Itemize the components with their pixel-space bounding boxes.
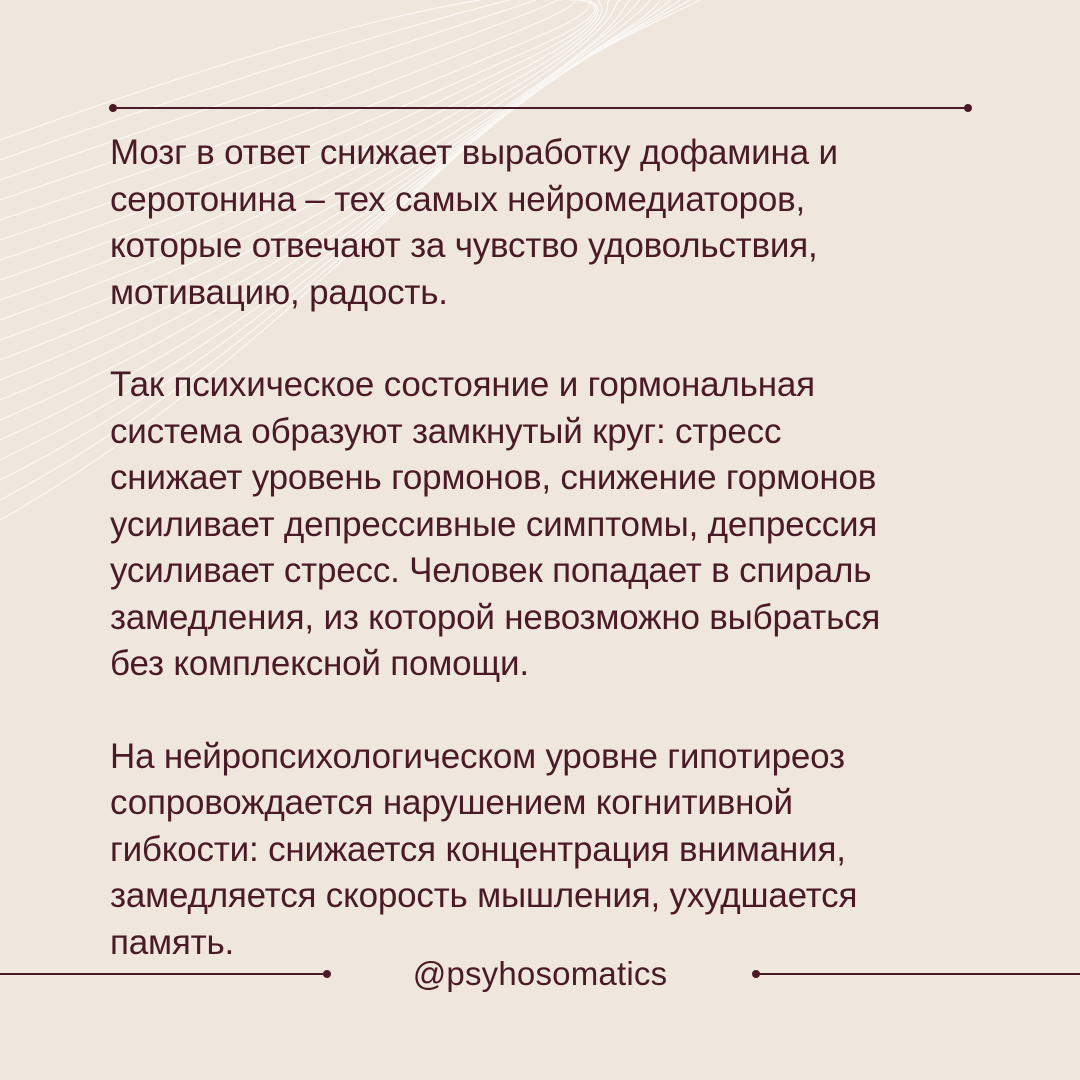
top-divider-left-dot	[109, 104, 117, 112]
paragraph-2	[110, 362, 990, 688]
text-line: замедления, из которой невозможно выбраться	[110, 597, 881, 637]
text-line: гибкости: снижается концентрация внимания,	[110, 829, 846, 869]
paragraph-3	[110, 734, 990, 967]
text-line: мотивацию, радость.	[110, 272, 448, 312]
text-line: На нейропсихологическом уровне гипотиреоз	[110, 736, 845, 776]
footer-divider-left-dot	[323, 970, 331, 978]
text-line: Так психическое состояние и гормональная	[110, 365, 815, 404]
text-line: Мозг в ответ снижает выработку дофамина и	[110, 133, 838, 172]
text-line: снижает уровень гормонов, снижение гормонов	[110, 458, 877, 497]
article-body	[110, 130, 990, 966]
top-divider	[112, 107, 970, 109]
footer-divider-left	[0, 973, 328, 975]
paragraph-1	[110, 130, 990, 316]
text-line: усиливает стресс. Человек попадает в спираль	[110, 551, 872, 590]
footer-divider-right	[756, 973, 1080, 975]
text-line: усиливает депрессивные симптомы, депрессия	[110, 504, 878, 544]
text-line: система образуют замкнутый круг: стресс	[110, 411, 782, 451]
text-line: без комплексной помощи.	[110, 644, 529, 683]
text-line: сопровождается нарушением когнитивной	[110, 783, 793, 822]
text-line: замедляется скорость мышления, ухудшается	[110, 876, 858, 915]
top-divider-right-dot	[964, 104, 972, 112]
text-line: которые отвечают за чувство удовольствия,	[110, 226, 818, 265]
author-handle: @psyhosomatics	[412, 955, 668, 992]
text-line: серотонина – тех самых нейромедиаторов,	[110, 179, 806, 219]
text-line: память.	[110, 922, 235, 962]
